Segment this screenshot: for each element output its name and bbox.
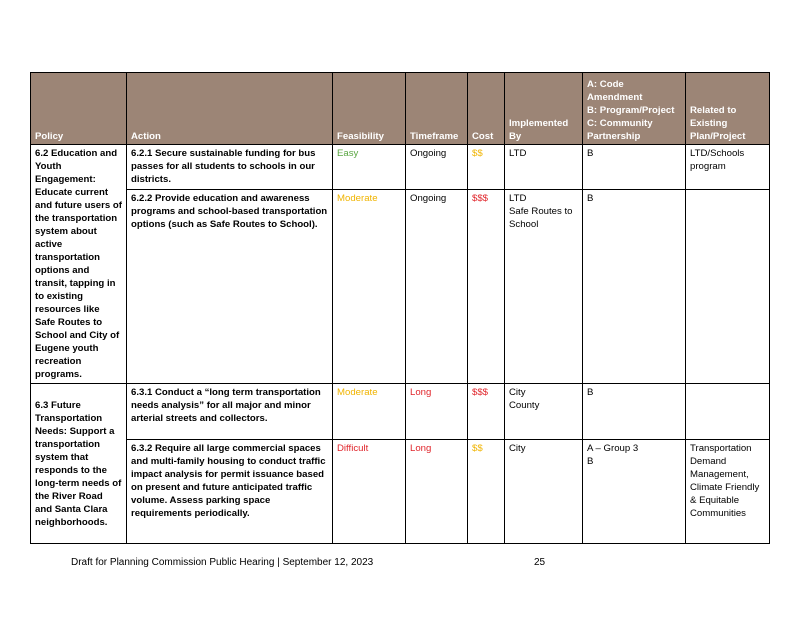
related-plan-value: LTD/Schools program — [686, 145, 770, 190]
policy-6-3: 6.3 Future Transportation Needs: Support a transportation system that responds to the long-term needs of the River Road and Santa Clara neighborhoods. — [31, 384, 127, 544]
cost-value: $$ — [468, 145, 505, 190]
cost-value: $$$ — [468, 189, 505, 383]
action-type-value: B — [583, 145, 686, 190]
policy-action-table — [30, 72, 770, 544]
timeframe-value: Ongoing — [406, 145, 468, 190]
timeframe-value: Long — [406, 440, 468, 544]
cost-value: $$ — [468, 440, 505, 544]
action-type-value: B — [583, 189, 686, 383]
action-text: 6.3.2 Require all large commercial spaces and multi-family housing to conduct traffic impact analysis for permit issuance based on present and future anticipated traffic volume. Assess parking space requirements periodically. — [127, 440, 333, 544]
action-text: 6.3.1 Conduct a “long term transportation needs analysis” for all major and minor arterial streets and collectors. — [127, 384, 333, 440]
timeframe-value: Long — [406, 384, 468, 440]
header-related-plan: Related to Existing Plan/Project — [686, 73, 770, 145]
table-row — [31, 189, 770, 383]
implemented-by-value: LTD Safe Routes to School — [505, 189, 583, 383]
implemented-by-value: LTD — [505, 145, 583, 190]
action-text: 6.2.2 Provide education and awareness programs and school-based transportation options (such as Safe Routes to School). — [127, 189, 333, 383]
table-row — [31, 384, 770, 440]
header-timeframe: Timeframe — [406, 73, 468, 145]
policy-6-2: 6.2 Education and Youth Engagement: Educate current and future users of the transportation system about active transportation options and transit, tapping in to existing resources like Safe Routes to School and City of Eugene youth recreation programs. — [31, 145, 127, 384]
implemented-by-value: City County — [505, 384, 583, 440]
table-row — [31, 440, 770, 544]
header-cost: Cost — [468, 73, 505, 145]
action-type-value: B — [583, 384, 686, 440]
implemented-by-value: City — [505, 440, 583, 544]
timeframe-value: Ongoing — [406, 189, 468, 383]
related-plan-value: Transportation Demand Management, Climate Friendly & Equitable Communities — [686, 440, 770, 544]
feasibility-value: Moderate — [333, 189, 406, 383]
related-plan-value — [686, 384, 770, 440]
action-text: 6.2.1 Secure sustainable funding for bus passes for all students to schools in our districts. — [127, 145, 333, 190]
feasibility-value: Moderate — [333, 384, 406, 440]
related-plan-value — [686, 189, 770, 383]
header-action-type: A: Code Amendment B: Program/Project C: Community Partnership — [583, 73, 686, 145]
table-header-row — [31, 73, 770, 145]
header-policy: Policy — [31, 73, 127, 145]
header-implemented-by: Implemented By — [505, 73, 583, 145]
cost-value: $$$ — [468, 384, 505, 440]
feasibility-value: Easy — [333, 145, 406, 190]
page-footer-text: Draft for Planning Commission Public Hearing | September 12, 2023 — [71, 557, 374, 568]
page-number: 25 — [534, 557, 546, 568]
table-row — [31, 145, 770, 190]
header-action: Action — [127, 73, 333, 145]
feasibility-value: Difficult — [333, 440, 406, 544]
header-feasibility: Feasibility — [333, 73, 406, 145]
action-type-value: A – Group 3 B — [583, 440, 686, 544]
